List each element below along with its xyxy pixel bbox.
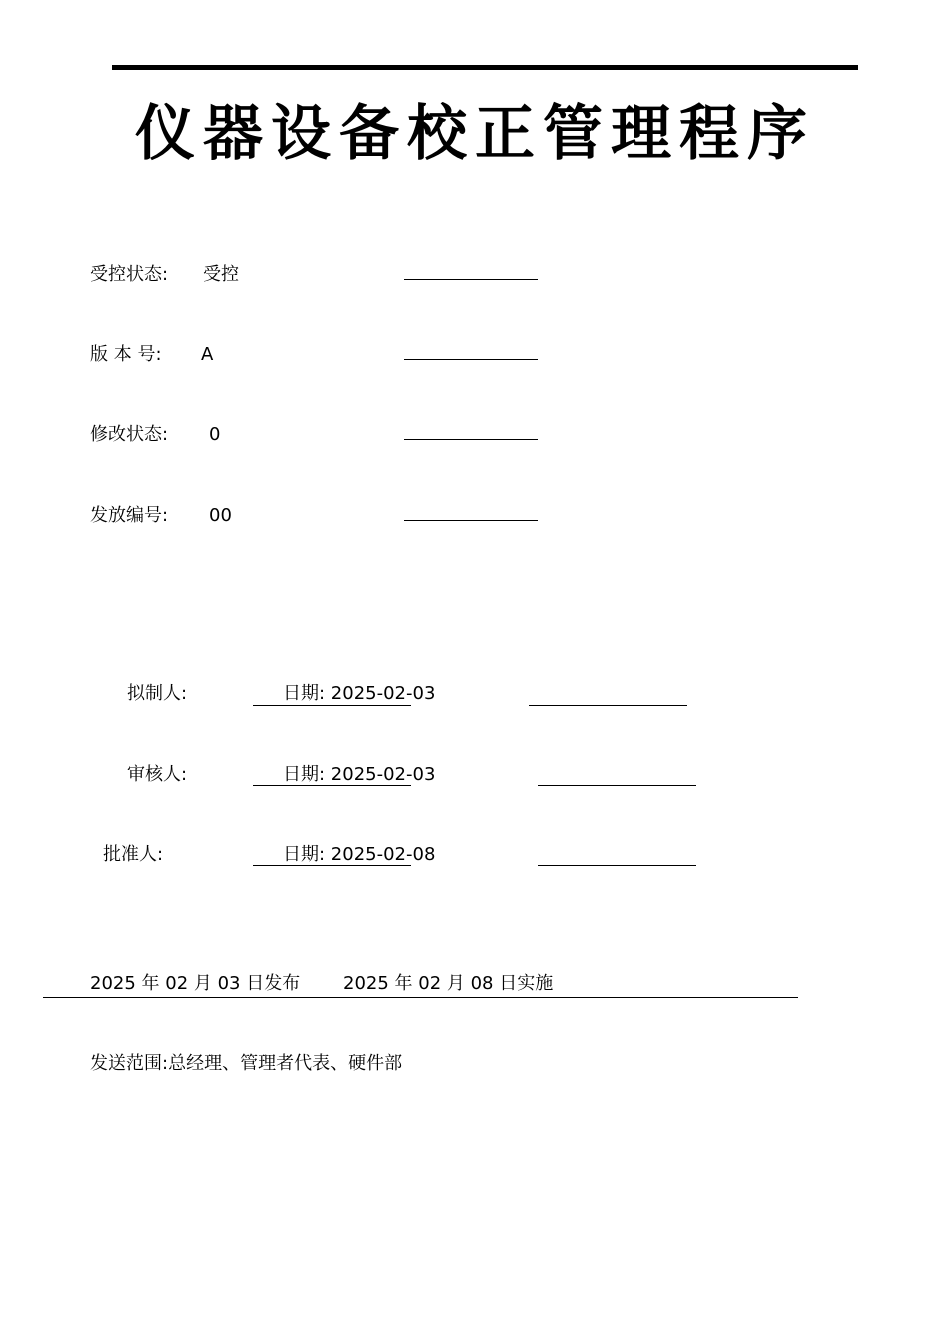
issue-number-blank [404,520,538,521]
reviewer-signature-line [253,785,411,786]
control-status-blank [404,279,538,280]
release-rule [43,997,798,998]
top-rule [112,65,858,70]
distribution-scope: 发送范围:总经理、管理者代表、硬件部 [90,1053,403,1074]
drafter-label: 拟制人: [127,683,188,704]
reviewer-date-line [538,785,696,786]
effective-date: 2025 年 02 月 08 日实施 [343,973,554,994]
reviewer-date: 日期: 2025-02-03 [283,764,436,785]
version-blank [404,359,538,360]
approver-date: 日期: 2025-02-08 [283,844,436,865]
revision-blank [404,439,538,440]
approver-date-line [538,865,696,866]
revision-label: 修改状态: [90,424,169,445]
revision-value: 0 [209,424,221,445]
publish-date: 2025 年 02 月 03 日发布 [90,973,301,994]
drafter-date: 日期: 2025-02-03 [283,683,436,704]
control-status-label: 受控状态: [90,264,169,285]
version-value: A [201,344,214,365]
control-status-value: 受控 [203,264,239,285]
version-label: 版 本 号: [90,344,162,365]
document-title: 仪器设备校正管理程序 [135,99,815,169]
drafter-date-line [529,705,687,706]
reviewer-label: 审核人: [127,764,188,785]
issue-number-value: 00 [209,505,232,526]
drafter-signature-line [253,705,411,706]
issue-number-label: 发放编号: [90,505,169,526]
approver-signature-line [253,865,411,866]
approver-label: 批准人: [103,844,164,865]
